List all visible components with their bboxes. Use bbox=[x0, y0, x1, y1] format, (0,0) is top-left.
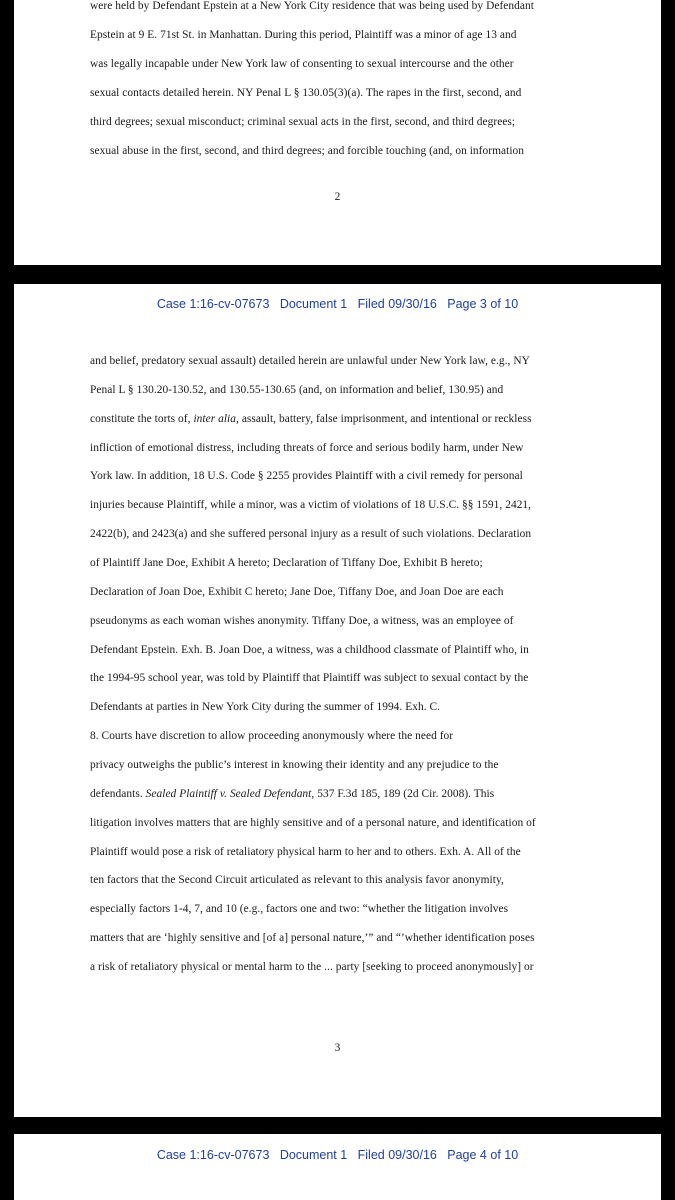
body-line: Declaration of Joan Doe, Exhibit C hereto; Jane Doe, Tiffany Doe, and Joan Doe are each bbox=[90, 585, 504, 598]
body-line: Defendants at parties in New York City during the summer of 1994. Exh. C. bbox=[90, 701, 441, 714]
text-segment: constitute the torts of, bbox=[90, 412, 194, 425]
body-line: the 1994-95 school year, was told by Plaintiff that Plaintiff was subject to sexual contact by the bbox=[90, 672, 529, 685]
body-line: sexual abuse in the first, second, and third degrees; and forcible touching (and, on information bbox=[90, 145, 525, 157]
body-line: York law. In addition, 18 U.S. Code § 2255 provides Plaintiff with a civil remedy for personal bbox=[90, 470, 523, 483]
body-line: litigation involves matters that are highly sensitive and of a personal nature, and identification of bbox=[90, 816, 536, 829]
document-page-3 bbox=[14, 284, 661, 1117]
body-line bbox=[90, 413, 532, 425]
page-number: 2 bbox=[334, 191, 341, 203]
body-line: especially factors 1-4, 7, and 10 (e.g., factors one and two: “whether the litigation involves bbox=[90, 903, 509, 916]
body-line: 2422(b), and 2423(a) and she suffered personal injury as a result of such violations. Declaration bbox=[90, 528, 532, 541]
body-line: Epstein at 9 E. 71st St. in Manhattan. During this period, Plaintiff was a minor of age 13 and bbox=[90, 29, 517, 41]
body-line: of Plaintiff Jane Doe, Exhibit A hereto; Declaration of Tiffany Doe, Exhibit B hereto; bbox=[90, 557, 483, 569]
text-segment: , assault, battery, false imprisonment, and intentional or reckless bbox=[236, 412, 532, 425]
body-line: Penal L § 130.20-130.52, and 130.55-130.65 (and, on information and belief, 130.95) and bbox=[90, 383, 504, 396]
body-line bbox=[90, 788, 494, 800]
body-line: was legally incapable under New York law of consenting to sexual intercourse and the other bbox=[90, 58, 514, 70]
case-header: Case 1:16-cv-07673 Document 1 Filed 09/30/16 Page 3 of 10 bbox=[156, 297, 519, 311]
body-line: privacy outweighs the public’s interest in knowing their identity and any prejudice to the bbox=[90, 758, 499, 771]
text-segment: , 537 F.3d 185, 189 (2d Cir. 2008). This bbox=[311, 787, 495, 800]
body-line: infliction of emotional distress, including threats of force and serious bodily harm, under New bbox=[90, 441, 524, 454]
body-line: third degrees; sexual misconduct; criminal sexual acts in the first, second, and third degrees; bbox=[90, 116, 516, 128]
body-line: and belief, predatory sexual assault) detailed herein are unlawful under New York law, e.g., NY bbox=[90, 355, 530, 367]
body-line: a risk of retaliatory physical or mental harm to the ... party [seeking to proceed anonymously] or bbox=[90, 960, 534, 973]
page-number: 3 bbox=[334, 1042, 341, 1054]
text-segment: defendants. bbox=[90, 787, 146, 800]
italic-citation: Sealed Plaintiff v. Sealed Defendant bbox=[145, 787, 312, 800]
body-line: ten factors that the Second Circuit articulated as relevant to this analysis favor anonymity, bbox=[90, 874, 504, 887]
body-line: Plaintiff would pose a risk of retaliatory physical harm to her and to others. Exh. A. All of the bbox=[90, 845, 521, 858]
body-line: were held by Defendant Epstein at a New York City residence that was being used by Defendant bbox=[90, 0, 534, 12]
case-header: Case 1:16-cv-07673 Document 1 Filed 09/30/16 Page 4 of 10 bbox=[156, 1148, 519, 1162]
body-line: Defendant Epstein. Exh. B. Joan Doe, a witness, was a childhood classmate of Plaintiff who, in bbox=[90, 643, 529, 656]
body-line: injuries because Plaintiff, while a minor, was a victim of violations of 18 U.S.C. §§ 1591, 2421, bbox=[90, 499, 532, 512]
document-page-2 bbox=[14, 0, 661, 265]
body-line: sexual contacts detailed herein. NY Penal L § 130.05(3)(a). The rapes in the first, second, and bbox=[90, 87, 522, 99]
body-line: matters that are ‘highly sensitive and [of a] personal nature,’” and “’whether identification poses bbox=[90, 932, 535, 944]
body-line: pseudonyms as each woman wishes anonymity. Tiffany Doe, a witness, was an employee of bbox=[90, 614, 514, 627]
italic-citation: inter alia bbox=[193, 412, 237, 425]
body-line: 8. Courts have discretion to allow proceeding anonymously where the need for bbox=[90, 730, 454, 743]
document-page-4 bbox=[14, 1134, 661, 1200]
